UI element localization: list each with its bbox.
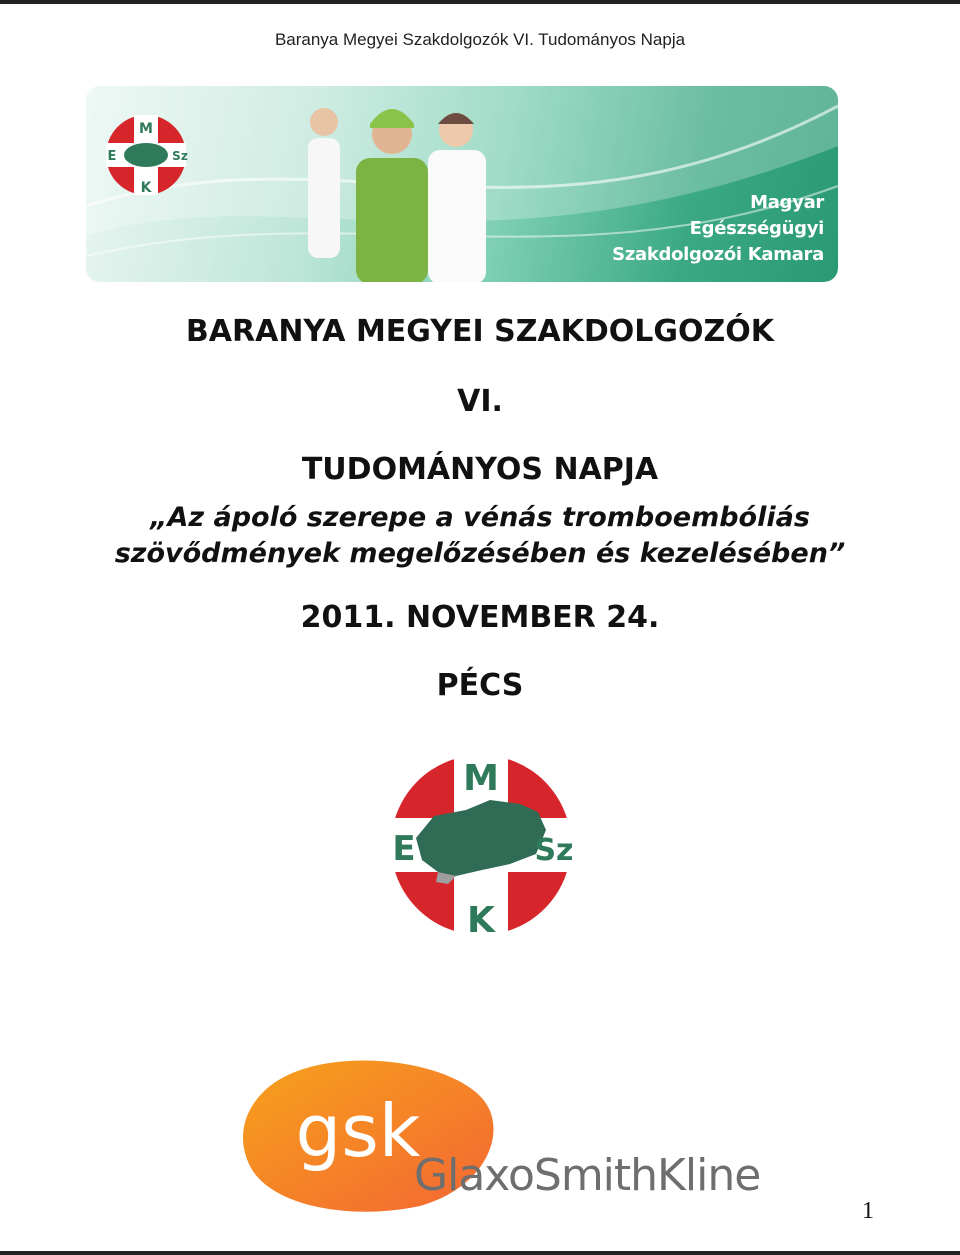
page-number: 1: [862, 1198, 874, 1224]
gsk-wordmark: GlaxoSmithKline: [414, 1150, 761, 1201]
banner-title: [612, 190, 824, 268]
mesk-logo-letter-k: K: [467, 900, 495, 941]
mesk-logo-letter-m: M: [463, 758, 499, 799]
banner-mesk-logo: [104, 110, 188, 200]
banner-line-3: Szakdolgozói Kamara: [612, 244, 824, 265]
gsk-short-mark: gsk: [295, 1089, 421, 1173]
mesk-logo: [386, 746, 576, 944]
banner-line-1: Magyar: [750, 192, 824, 213]
banner-logo-letter-k: K: [140, 180, 152, 196]
event-subtitle-line-2: szövődmények megelőzésében és kezelésében”: [114, 538, 846, 569]
event-subtitle-line-1: „Az ápoló szerepe a vénás tromboembóliás: [150, 502, 810, 533]
event-date: 2011. NOVEMBER 24.: [300, 600, 660, 635]
event-title-line-1: BARANYA MEGYEI SZAKDOLGOZÓK: [185, 314, 775, 349]
mesk-logo-letter-e: E: [392, 829, 416, 869]
event-title-line-2: VI.: [457, 384, 503, 419]
event-city: PÉCS: [436, 668, 524, 703]
running-header: Baranya Megyei Szakdolgozók VI. Tudományos Napja: [274, 30, 686, 49]
event-title-line-3: TUDOMÁNYOS NAPJA: [301, 452, 659, 487]
banner-logo-letter-sz: Sz: [172, 149, 188, 163]
mesk-banner: [86, 86, 838, 282]
mesk-logo-letter-sz: Sz: [534, 833, 574, 868]
banner-line-2: Egészségügyi: [689, 218, 824, 239]
nurses-illustration: [296, 94, 506, 282]
banner-logo-letter-e: E: [107, 149, 117, 164]
banner-logo-letter-m: M: [139, 121, 153, 137]
